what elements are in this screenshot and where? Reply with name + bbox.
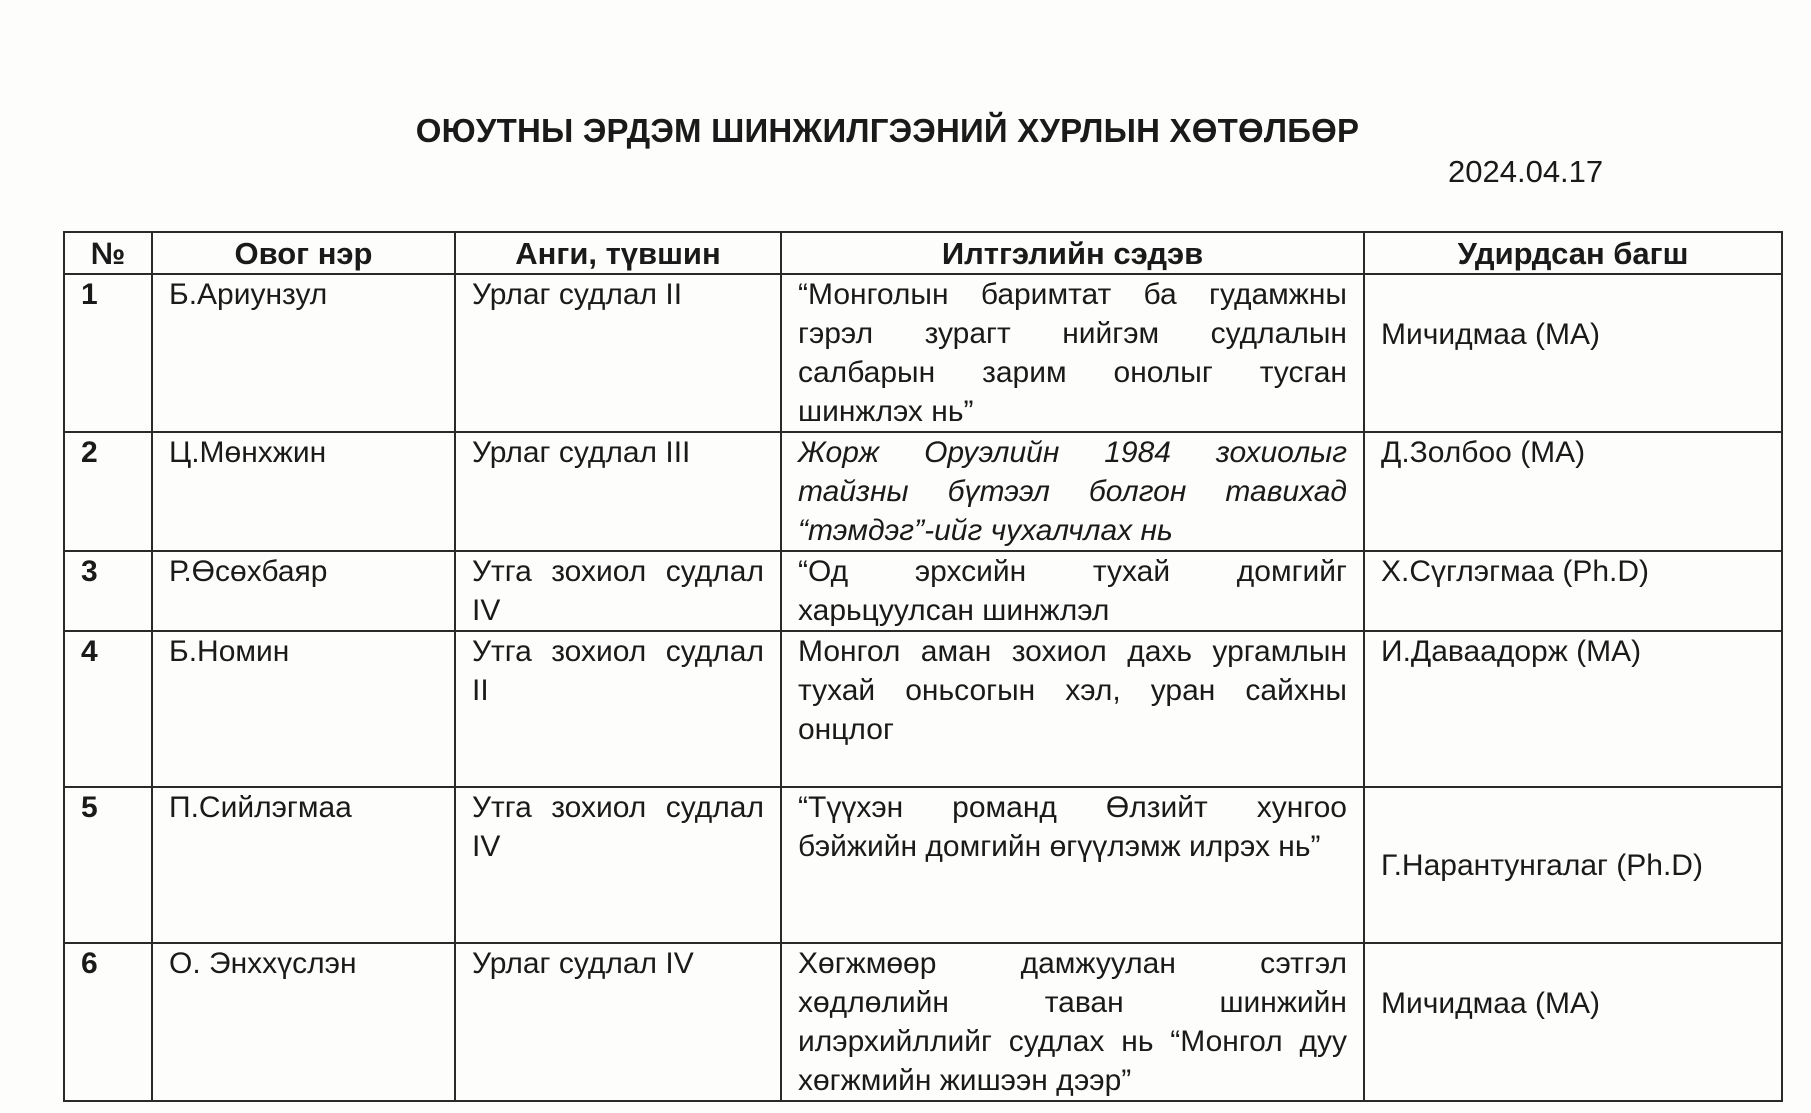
row-advisor: Х.Сүглэгмаа (Ph.D) bbox=[1364, 551, 1782, 631]
program-table bbox=[63, 231, 1783, 1102]
row-level: Урлаг судлал III bbox=[455, 432, 781, 551]
row-level: Урлаг судлал II bbox=[455, 274, 781, 432]
table-row bbox=[64, 551, 1782, 631]
header-name: Овог нэр bbox=[152, 232, 455, 274]
row-topic: Хөгжмөөр дамжуулан сэтгэл хөдлөлийн таван шинжийн илэрхийллийг судлах нь “Монгол дуу хөгжмийн жишээн дээр” bbox=[781, 943, 1364, 1101]
row-number: 5 bbox=[64, 787, 152, 943]
row-name: О. Энххүслэн bbox=[152, 943, 455, 1101]
table-header-row bbox=[64, 232, 1782, 274]
header-number: № bbox=[64, 232, 152, 274]
row-topic: Жорж Оруэлийн 1984 зохиолыг тайзны бүтээл болгон тавихад “тэмдэг”-ийг чухалчлах нь bbox=[781, 432, 1364, 551]
row-number: 4 bbox=[64, 631, 152, 787]
row-number: 2 bbox=[64, 432, 152, 551]
row-level: Утга зохиол судлал IV bbox=[455, 551, 781, 631]
row-advisor-text: Мичидмаа (MA) bbox=[1381, 317, 1600, 351]
row-advisor bbox=[1364, 274, 1782, 432]
header-topic: Илтгэлийн сэдэв bbox=[781, 232, 1364, 274]
row-advisor: Г.Нарантунгалаг (Ph.D) bbox=[1364, 787, 1782, 943]
row-topic: “Монголын баримтат ба гудамжны гэрэл зурагт нийгэм судлалын салбарын зарим онолыг тусган шинжлэх нь” bbox=[781, 274, 1364, 432]
row-level: Урлаг судлал IV bbox=[455, 943, 781, 1101]
row-advisor: Д.Золбоо (MA) bbox=[1364, 432, 1782, 551]
table-row bbox=[64, 432, 1782, 551]
table-row bbox=[64, 943, 1782, 1101]
row-name: Б.Номин bbox=[152, 631, 455, 787]
table-row bbox=[64, 631, 1782, 787]
header-advisor: Удирдсан багш bbox=[1364, 232, 1782, 274]
row-name: П.Сийлэгмаа bbox=[152, 787, 455, 943]
row-name: Ц.Мөнхжин bbox=[152, 432, 455, 551]
header-level: Анги, түвшин bbox=[455, 232, 781, 274]
row-advisor-text: Мичидмаа (MA) bbox=[1381, 986, 1600, 1020]
row-name: Б.Ариунзул bbox=[152, 274, 455, 432]
table-row bbox=[64, 787, 1782, 943]
row-level: Утга зохиол судлал IV bbox=[455, 787, 781, 943]
row-name: Р.Өсөхбаяр bbox=[152, 551, 455, 631]
row-advisor bbox=[1364, 943, 1782, 1101]
row-advisor: И.Даваадорж (MA) bbox=[1364, 631, 1782, 787]
row-topic: “Түүхэн романд Өлзийт хунгоо бэйжийн домгийн өгүүлэмж илрэх нь” bbox=[781, 787, 1364, 943]
document-date: 2024.04.17 bbox=[1448, 154, 1604, 189]
document-title: ОЮУТНЫ ЭРДЭМ ШИНЖИЛГЭЭНИЙ ХУРЛЫН ХӨТӨЛБӨР bbox=[415, 112, 1360, 149]
table-row bbox=[64, 274, 1782, 432]
row-number: 1 bbox=[64, 274, 152, 432]
row-topic: “Од эрхсийн тухай домгийг харьцуулсан шинжлэл bbox=[781, 551, 1364, 631]
row-number: 6 bbox=[64, 943, 152, 1101]
row-topic: Монгол аман зохиол дахь ургамлын тухай оньсогын хэл, уран сайхны онцлог bbox=[781, 631, 1364, 787]
row-level: Утга зохиол судлал II bbox=[455, 631, 781, 787]
row-number: 3 bbox=[64, 551, 152, 631]
